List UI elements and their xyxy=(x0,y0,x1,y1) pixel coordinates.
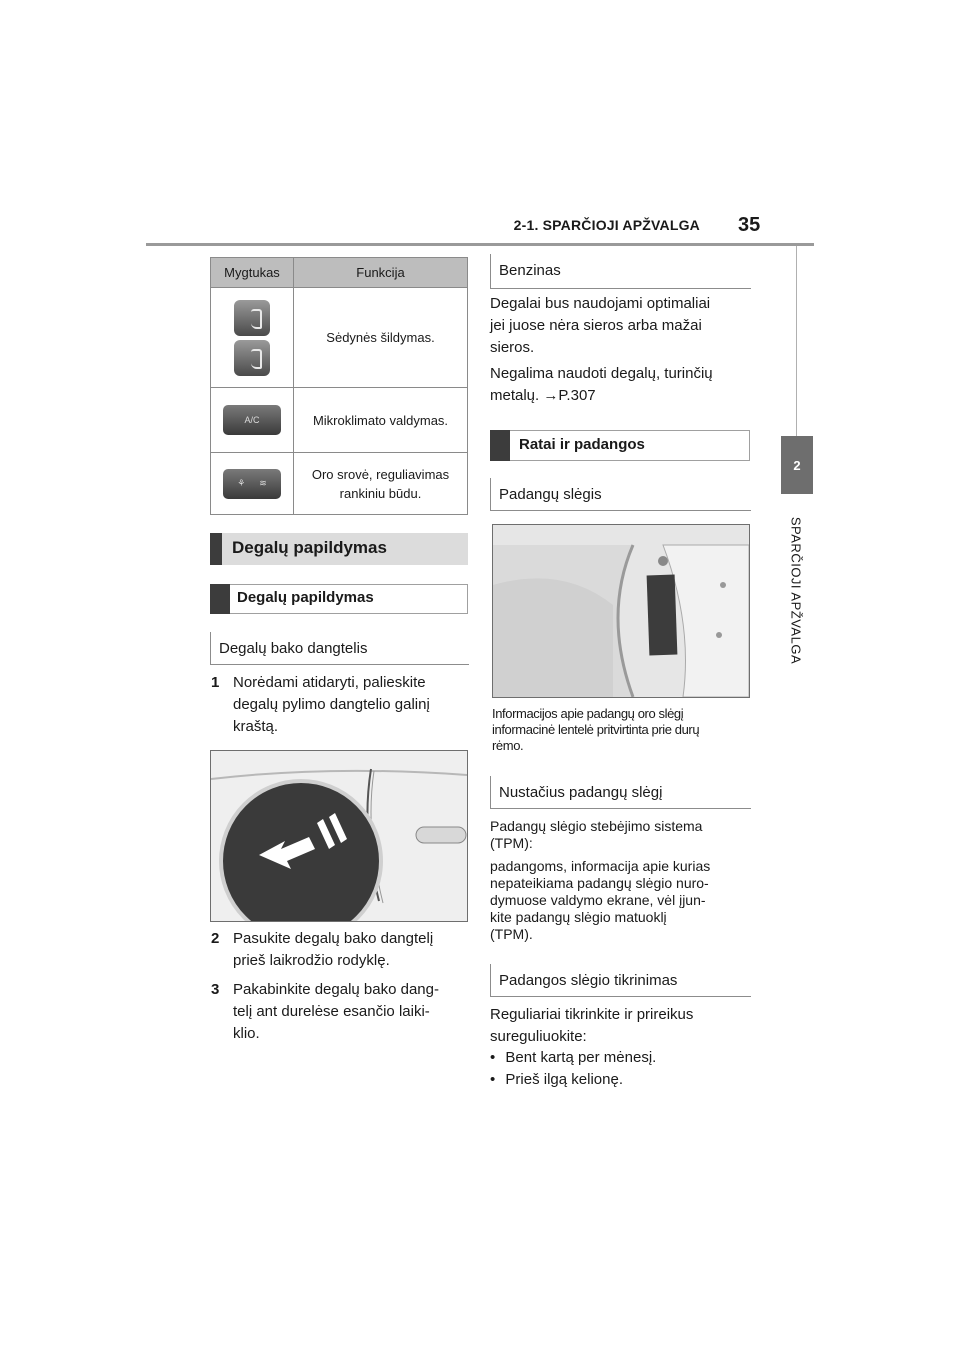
side-divider xyxy=(796,246,797,436)
tpm-body: padangoms, informacija apie kurias nepateikiama padangų slėgio nuro- dymuose valdymo ekrane, vėl įjun- kite padangų slėgio matuoklį (TPM). xyxy=(490,858,711,942)
seat-heater-button-icon xyxy=(234,300,270,336)
airflow-button-icon: ⚘ ≋ xyxy=(223,469,281,499)
page-number: 35 xyxy=(738,214,761,236)
topic-heading: Degalų bako dangtelis xyxy=(210,632,469,665)
tires-heading: Ratai ir padangos xyxy=(490,430,750,461)
image-caption: Informacijos apie padangų oro slėgį informacinė lentelė pritvirtinta prie durų rėmo. xyxy=(492,706,700,753)
set-pressure-heading: Nustačius padangų slėgį xyxy=(490,776,751,809)
fuel-door-illustration xyxy=(211,751,467,921)
check-text: Reguliariai tikrinkite ir prireikus sureguliuokite: xyxy=(490,1006,694,1045)
table-cell-function: Mikroklimato valdymas. xyxy=(294,388,468,453)
check-bullets xyxy=(490,1047,760,1091)
section-heading: Degalų papildymas xyxy=(210,533,468,565)
header-rule xyxy=(146,243,814,246)
table-cell-function: Sėdynės šildymas. xyxy=(294,288,468,388)
step-3: 3 Pakabinkite degalų bako dang- telį ant durelėse esančio laiki- klio. xyxy=(211,981,439,1042)
subsection-heading: Degalų papildymas xyxy=(210,584,468,614)
table-cell-button xyxy=(211,388,294,453)
table-row xyxy=(211,288,468,388)
table-cell-button xyxy=(211,453,294,515)
benzinas-text: Degalai bus naudojami optimaliai jei juose nėra sieros arba mažai sieros. xyxy=(490,295,711,356)
metal-warning-text: Negalima naudoti degalų, turinčių metalų. →P.307 xyxy=(490,365,713,404)
table-header-function: Funkcija xyxy=(294,258,468,288)
table-row xyxy=(211,388,468,453)
step-2: 2 Pasukite degalų bako dangtelį prieš laikrodžio rodyklę. xyxy=(211,930,434,969)
table-row xyxy=(211,453,468,515)
pressure-heading: Padangų slėgis xyxy=(490,478,751,511)
fuel-door-image xyxy=(210,750,468,922)
list-item: • Prieš ilgą kelionę. xyxy=(490,1071,623,1088)
table-header-row xyxy=(211,258,468,288)
chapter-tab: 2 xyxy=(781,436,813,494)
section-title: 2-1. SPARČIOJI APŽVALGA xyxy=(513,217,700,233)
tpm-intro: Padangų slėgio stebėjimo sistema (TPM): xyxy=(490,818,703,851)
door-frame-image xyxy=(492,524,750,698)
step-1: 1 Norėdami atidaryti, palieskite degalų pylimo dangtelio galinį kraštą. xyxy=(211,674,430,735)
table-cell-function: Oro srovė, reguliavimas rankiniu būdu. xyxy=(294,453,468,515)
chapter-label: SPARČIOJI APŽVALGA xyxy=(788,516,804,665)
list-item: • Bent kartą per mėnesį. xyxy=(490,1049,657,1066)
table-cell-button xyxy=(211,288,294,388)
seat-heater-button-icon xyxy=(234,340,270,376)
door-frame-illustration xyxy=(493,525,749,697)
benzinas-heading: Benzinas xyxy=(490,254,751,289)
button-function-table xyxy=(210,257,468,515)
table-header-button: Mygtukas xyxy=(211,258,294,288)
ac-button-icon: A/C xyxy=(223,405,281,435)
check-pressure-heading: Padangos slėgio tikrinimas xyxy=(490,964,751,997)
